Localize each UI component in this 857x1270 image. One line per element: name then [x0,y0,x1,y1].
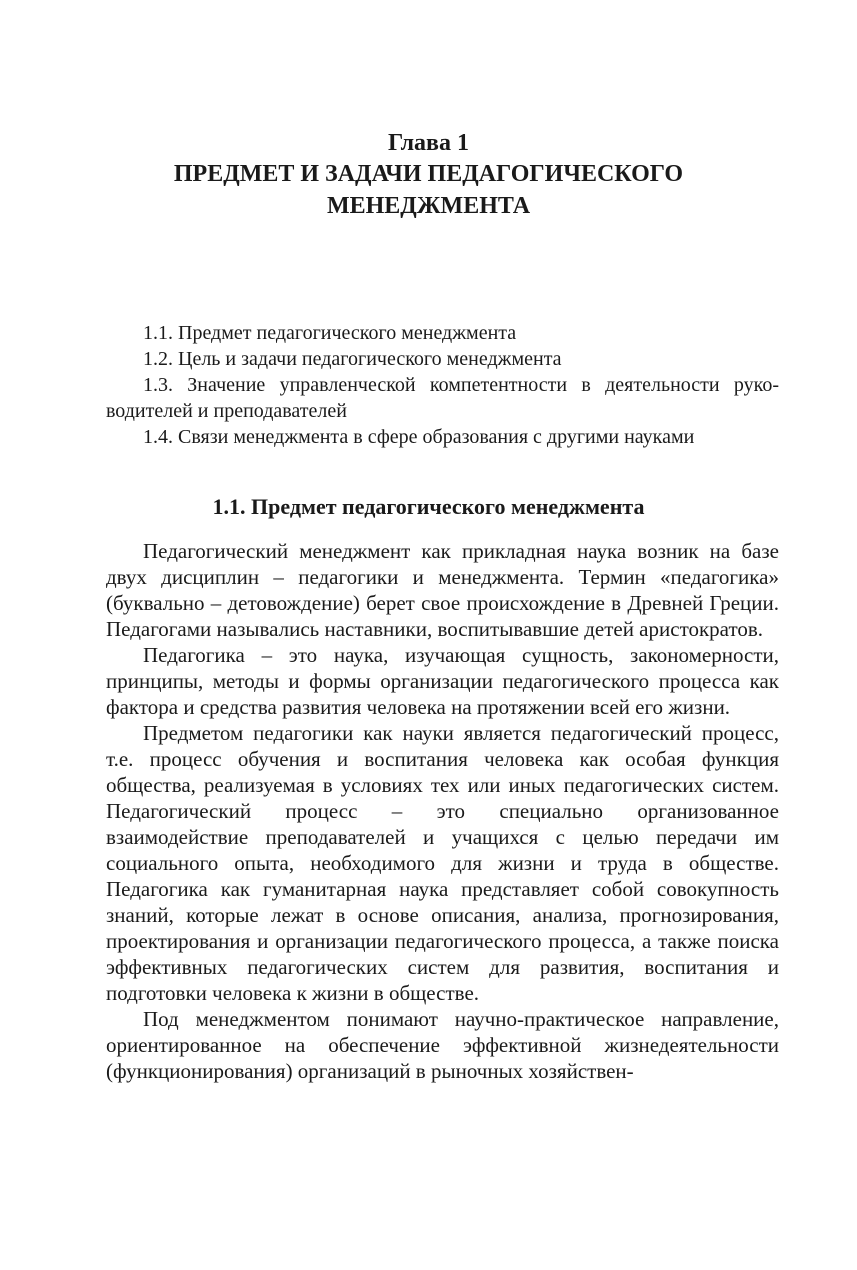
contents-item: 1.4. Связи менеджмента в сфере образования с другими науками [143,426,695,448]
chapter-title: ПРЕДМЕТ И ЗАДАЧИ ПЕДАГОГИЧЕСКОГО МЕНЕДЖМЕНТА [173,161,684,219]
contents-item: 1.1. Предмет педагогического менеджмента [143,322,517,344]
paragraph: Педагогический менеджмент как прикладная наука возник на базе двух дисциплин – педагогики и менеджмента. Термин «педагогика» (буквально – детовождение) берет свое происхождение в Древней Греции. Педагогами назывались наставники, воспитывавшие детей аристократов. [106,539,779,641]
paragraph: Предметом педагогики как науки является педагогический процесс, т.е. процесс обучения и воспитания человека как особая функция общества, реализуемая в условиях тех или иных педагогических систем. Педагогический процесс – это специально организованное взаимодействие преподавателей и учащихся с целью передачи им социального опыта, необходимого для жизни и труда в обществе. Педагогика как гуманитарная наука представляет собой совокупность знаний, которые лежат в основе описания, анализа, прогнозирования, проектирования и организации педагогического процесса, а также поиска эффективных педагогических систем для развития, воспитания и подготовки человека к жизни в обществе. [106,721,779,1005]
chapter-number: Глава 1 [388,130,469,156]
contents-item: 1.3. Значение управленческой компетентности в деятельности руководителей и преподавателей [106,374,779,422]
paragraph: Педагогика – это наука, изучающая сущность, закономерности, принципы, методы и формы организации педагогического процесса как фактора и средства развития человека на протяжении всей его жизни. [106,643,779,719]
chapter-contents [106,320,779,450]
section-body [106,538,779,1084]
contents-item: 1.2. Цель и задачи педагогического менеджмента [143,348,562,370]
paragraph: Под менеджментом понимают научно-практическое направление, ориентированное на обеспечение эффективной жизнедеятельности (функционирования) организаций в рыночных хозяйствен- [106,1007,779,1083]
section-heading: 1.1. Предмет педагогического менеджмента [212,494,645,519]
